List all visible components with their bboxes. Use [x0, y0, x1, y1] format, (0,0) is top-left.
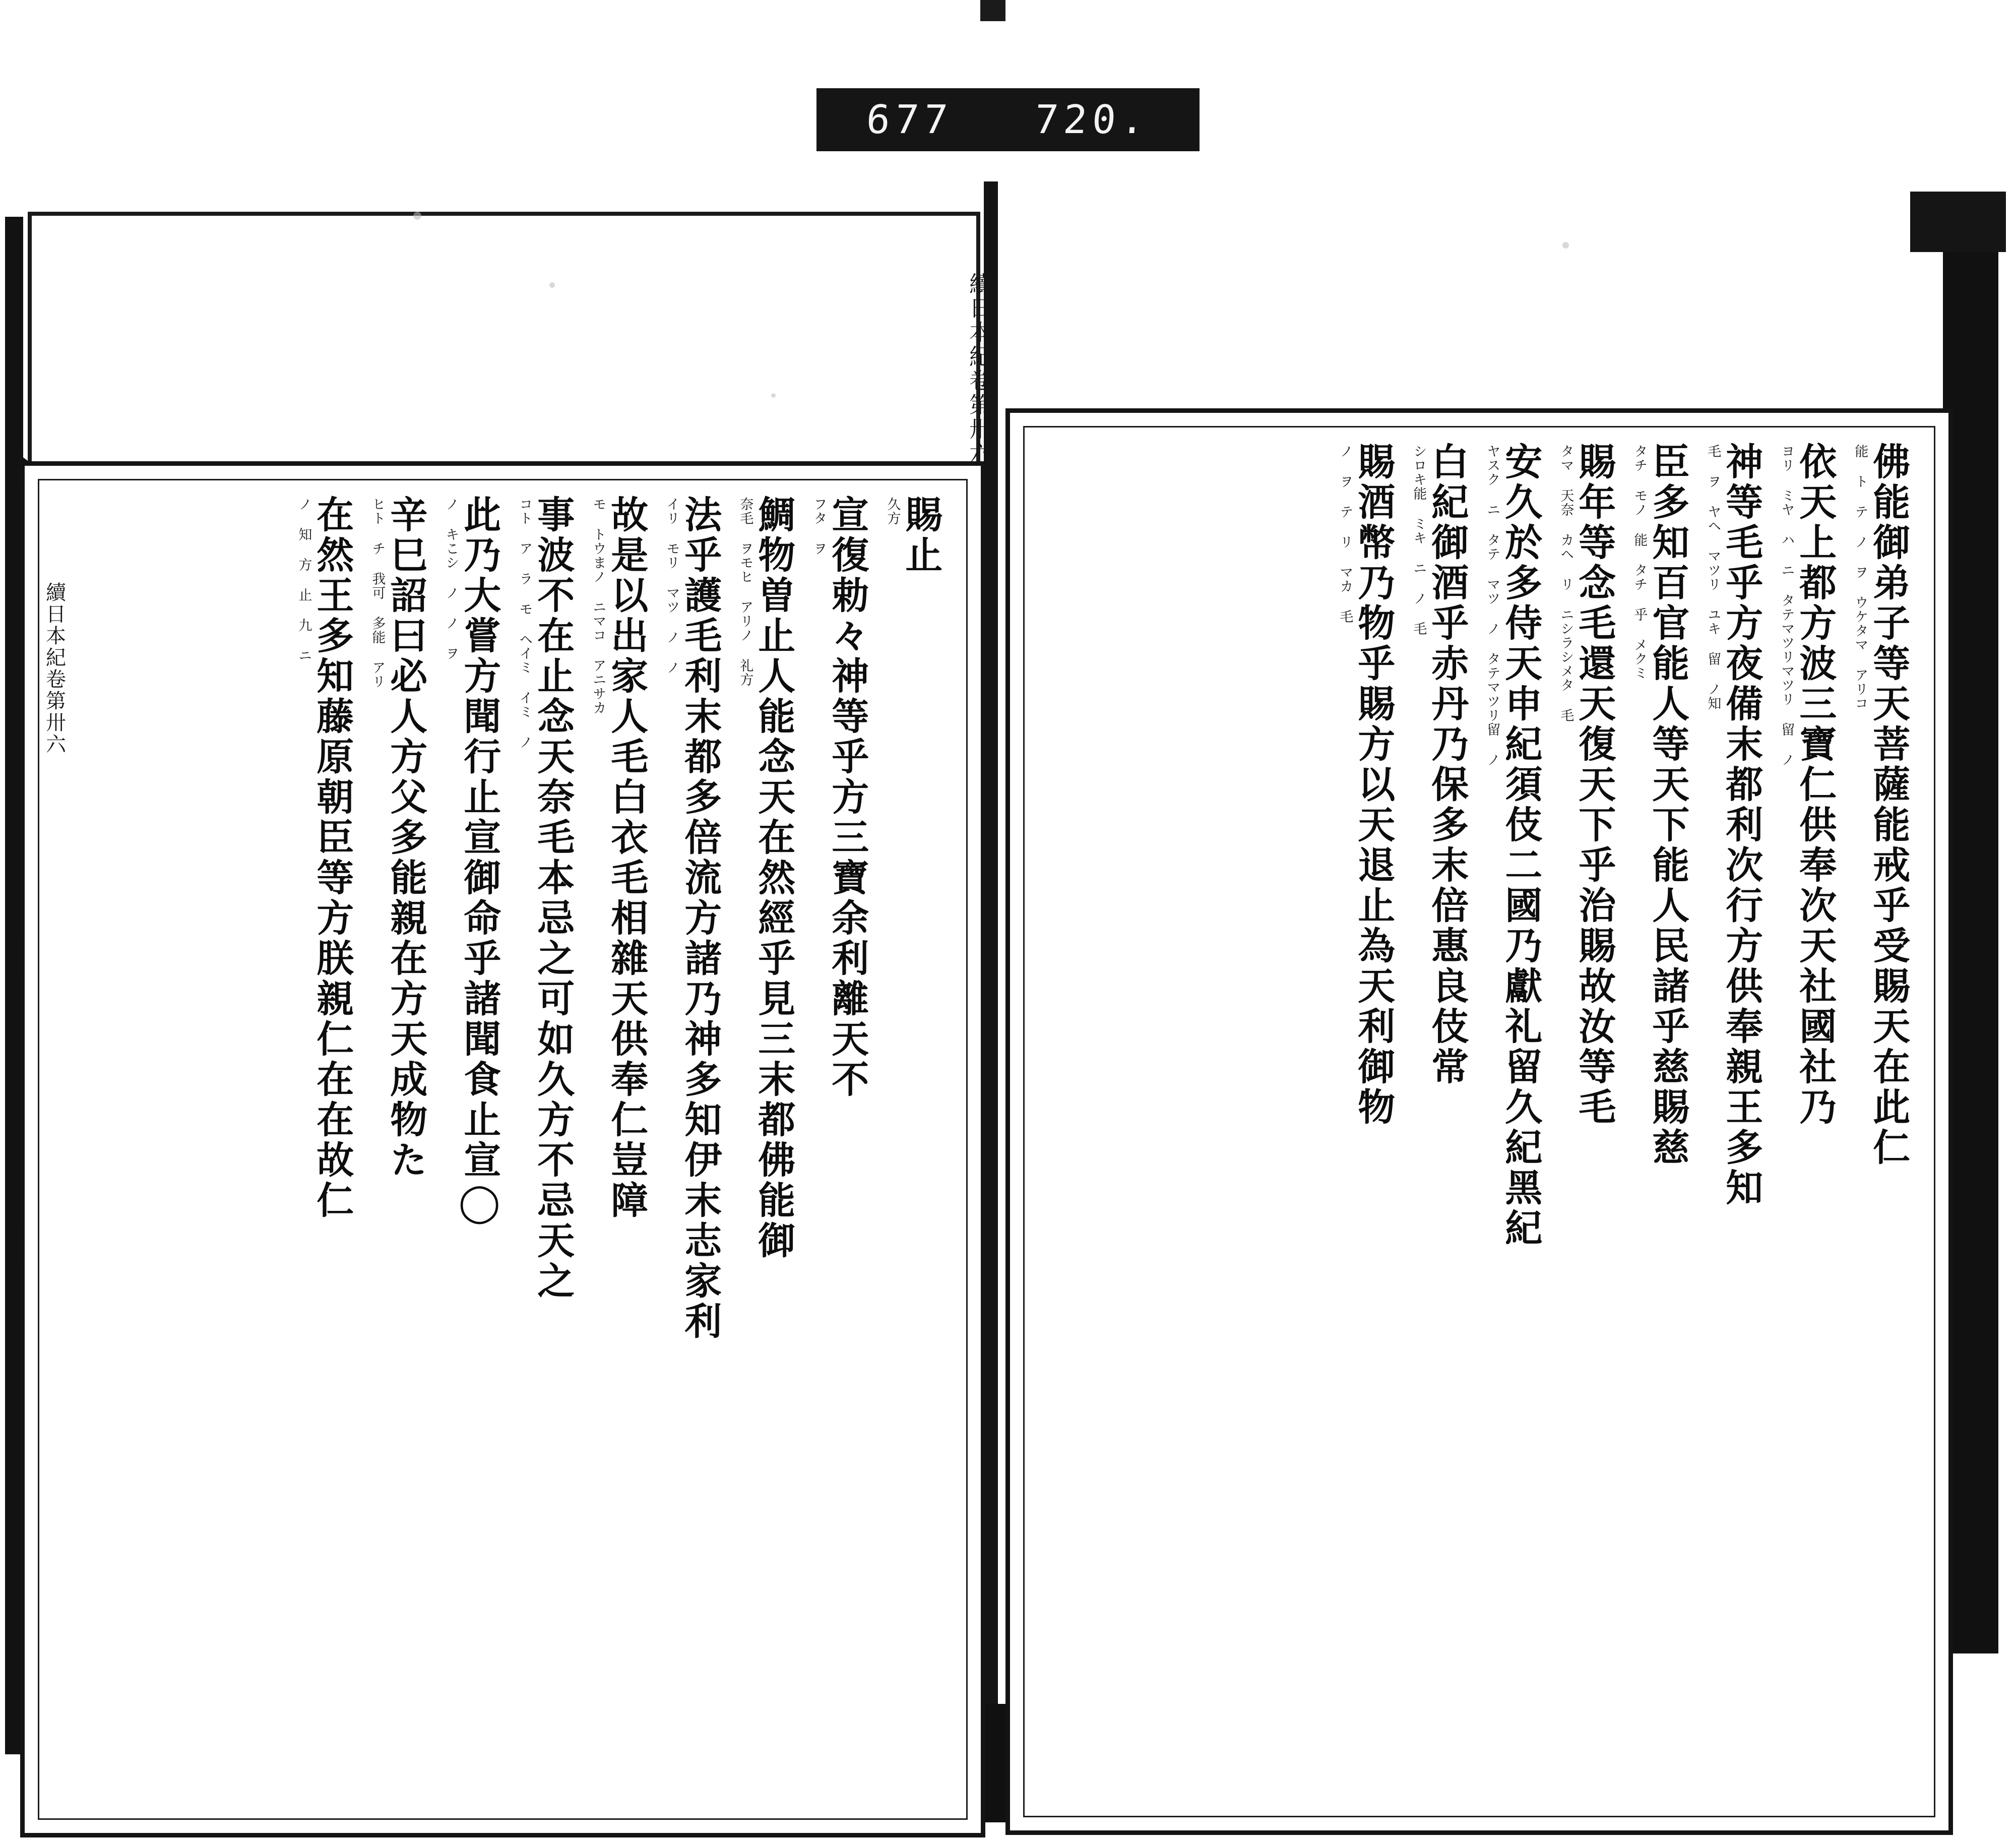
column-text: 法乎護毛利末都多倍流方諸乃神多知伊末志家利	[678, 495, 722, 1342]
film-frame-tick	[980, 0, 1005, 21]
text-column	[810, 492, 884, 1813]
interlinear-gloss: イリ モリ マツ ノ ノ	[664, 497, 680, 674]
verso-text-columns	[48, 492, 958, 1813]
interlinear-gloss: モ トウまノ ニマコ アニサカ	[590, 497, 606, 715]
interlinear-gloss: ヒト チ 我可 多能 アリ	[369, 497, 386, 689]
interlinear-gloss: 久方	[885, 497, 901, 525]
column-text: 此乃大嘗方聞行止宣御命乎諸聞食止宣◯	[458, 495, 501, 1227]
fore-edge-shadow-corner	[1910, 192, 2006, 252]
text-column	[590, 492, 663, 1813]
text-column	[1852, 439, 1925, 1810]
column-text: 賜年等念毛還天復天下乎治賜故汝等毛	[1572, 442, 1616, 1128]
interlinear-gloss: フタ ヲ	[811, 497, 827, 556]
interlinear-gloss: 毛 ヲ ヤヘ マツリ ユキ 留 ノ知	[1705, 444, 1721, 710]
column-text: 鯛物曽止人能念天在然經乎見三末都佛能御	[752, 495, 796, 1261]
interlinear-gloss: ノ 知 方 止 九 ニ	[296, 497, 312, 662]
interlinear-gloss: 能 ト テ ノ ヲ ウケタマ アリコ	[1852, 444, 1868, 710]
column-text: 宣復勅々神等乎方三寶余利離天不	[826, 495, 869, 1100]
column-text: 賜止	[899, 495, 943, 576]
margin-text: 續日本紀卷第卅六	[965, 272, 991, 466]
recto-page	[1005, 408, 1953, 1835]
interlinear-gloss: ノ キこシ ノ ノ ヲ	[443, 497, 459, 660]
scan-speckle	[549, 282, 555, 288]
column-text: 賜酒幣乃物乎賜方以天退止為天利御物	[1352, 442, 1396, 1128]
text-column	[1631, 439, 1705, 1810]
text-column	[1778, 439, 1852, 1810]
interlinear-gloss: タマ 天奈 カヘ リ ニシラシメタ 毛	[1558, 444, 1574, 722]
column-text: 依天上都方波三寶仁供奉次天社國社乃	[1793, 442, 1837, 1128]
text-column	[663, 492, 737, 1813]
text-column	[1484, 439, 1557, 1810]
text-column	[369, 492, 443, 1813]
column-text: 安久於多侍天申紀須伎二國乃獻礼留久紀黑紀	[1499, 442, 1543, 1249]
interlinear-gloss: ヤスク ニ タテ マツ ノ タテマツリ留 ノ	[1484, 444, 1500, 767]
verso-page	[20, 461, 985, 1837]
column-text: 神等毛乎方夜備末都利次行方供奉親王多知	[1720, 442, 1763, 1208]
scan-speckle	[771, 393, 776, 398]
interlinear-gloss: ノ ヲ テ リ マカ 毛	[1337, 444, 1353, 624]
interlinear-gloss: コト ア ラ モ ヘイミ イミ ノ	[517, 497, 533, 749]
interlinear-gloss: タチ モノ 能 タチ 乎 メクミ	[1631, 444, 1648, 680]
column-text: 辛巳詔曰必人方父多能親在方天成物た	[384, 495, 428, 1181]
scan-speckle	[1562, 242, 1569, 249]
column-text: 在然王多知藤原朝臣等方朕親仁在在故仁	[310, 495, 354, 1221]
margin-text: 續日本紀卷第卅六	[42, 582, 66, 755]
left-page-blank-header	[28, 212, 980, 474]
column-text: 事波不在止念天奈毛本忌之可如久方不忌天之	[531, 495, 575, 1302]
recto-margin-running-head	[948, 272, 1008, 1532]
microfilm-frame-counter	[816, 88, 1200, 151]
column-text: 白紀御酒乎赤丹乃保多末倍惠良伎常	[1425, 442, 1469, 1087]
column-text: 故是以出家人毛白衣毛相雜天供奉仁豈障	[605, 495, 649, 1221]
text-column	[737, 492, 810, 1813]
frame-counter-left-digits: 677	[865, 97, 955, 143]
interlinear-gloss: シロキ能 ミキ ニ ノ 毛	[1411, 444, 1427, 636]
text-column	[516, 492, 590, 1813]
frame-counter-right-digits: 720.	[1033, 97, 1151, 143]
text-column	[1705, 439, 1778, 1810]
text-column	[1557, 439, 1631, 1810]
verso-margin-column	[27, 582, 82, 1691]
column-text: 佛能御弟子等天菩薩能戒乎受賜天在此仁	[1867, 442, 1911, 1168]
text-column	[884, 492, 958, 1813]
text-column	[443, 492, 516, 1813]
scan-speckle	[413, 212, 421, 220]
book-spread	[0, 181, 2016, 1840]
interlinear-gloss: 奈毛 ヲモヒ アリノ 礼方	[737, 497, 753, 687]
text-column	[295, 492, 369, 1813]
column-text: 臣多知百官能人等天下能人民諸乎慈賜慈	[1646, 442, 1690, 1168]
interlinear-gloss: ヨリ ミヤ ハ ニ タテマツリマツリ 留 ノ	[1779, 444, 1795, 767]
recto-text-columns	[1033, 439, 1925, 1810]
text-column	[1410, 439, 1484, 1810]
text-column	[1337, 439, 1410, 1810]
